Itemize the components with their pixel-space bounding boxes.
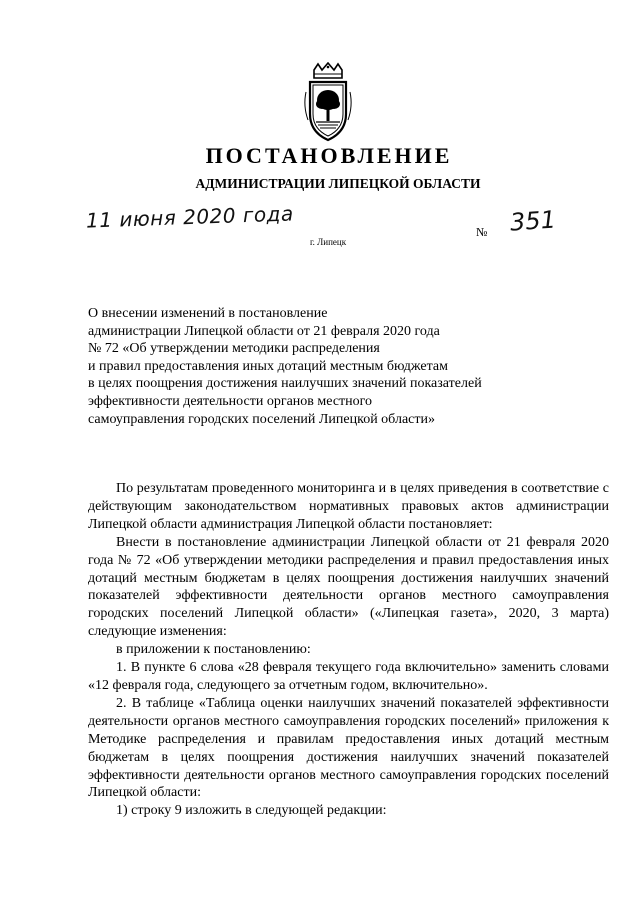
document-body: [88, 480, 609, 820]
subject-line: в целях поощрения достижения наилучших значений показателей: [88, 376, 482, 392]
body-paragraph: 1) строку 9 изложить в следующей редакции:: [116, 803, 387, 819]
subject-line: администрации Липецкой области от 21 февраля 2020 года: [88, 323, 440, 339]
coat-of-arms-emblem: [300, 62, 356, 144]
body-paragraph: в приложении к постановлению:: [116, 642, 311, 658]
document-title: ПОСТАНОВЛЕНИЕ: [205, 143, 453, 168]
subject-line: О внесении изменений в постановление: [88, 306, 328, 321]
document-subject: [88, 305, 568, 428]
number-label: №: [476, 225, 488, 239]
subject-line: и правил предоставления иных дотаций местным бюджетам: [88, 358, 448, 374]
document-subtitle: АДМИНИСТРАЦИИ ЛИПЕЦКОЙ ОБЛАСТИ: [195, 176, 481, 191]
body-paragraph: 1. В пункте 6 слова «28 февраля текущего года включительно» заменить словами «12 февраля года, следующего за отчетным годом, включительно».: [88, 660, 609, 693]
handwritten-date: 11 июня 2020 года: [85, 201, 295, 233]
handwritten-document-number: 351: [509, 205, 557, 237]
body-paragraph: Внести в постановление администрации Липецкой области от 21 февраля 2020 года № 72 «Об утверждении методики распределения и правил предоставления иных дотаций местным бюджетам в целях поощрения достижения наилучших значений показателей эффективности деятельности органов местного самоуправления городских поселений Липецкой области» («Липецкая газета», 2020, 3 марта) следующие изменения:: [88, 534, 609, 640]
city-label: г. Липецк: [310, 237, 347, 247]
subject-line: № 72 «Об утверждении методики распределения: [88, 341, 380, 357]
subject-line: эффективности деятельности органов местного: [88, 393, 373, 409]
body-paragraph: 2. В таблице «Таблица оценки наилучших значений показателей эффективности деятельности органов местного самоуправления городских поселений» приложения к Методике распределения и правилам предоставления иных дотаций местным бюджетам в целях поощрения достижения наилучших значений показателей эффективности деятельности органов местного самоуправления городских поселений Липецкой области:: [88, 695, 609, 801]
body-paragraph: По результатам проведенного мониторинга и в целях приведения в соответствие с действующим законодательством нормативных правовых актов администрации Липецкой области администрация Липецкой области постановляет:: [88, 481, 609, 532]
subject-line: самоуправления городских поселений Липецкой области»: [88, 411, 435, 427]
